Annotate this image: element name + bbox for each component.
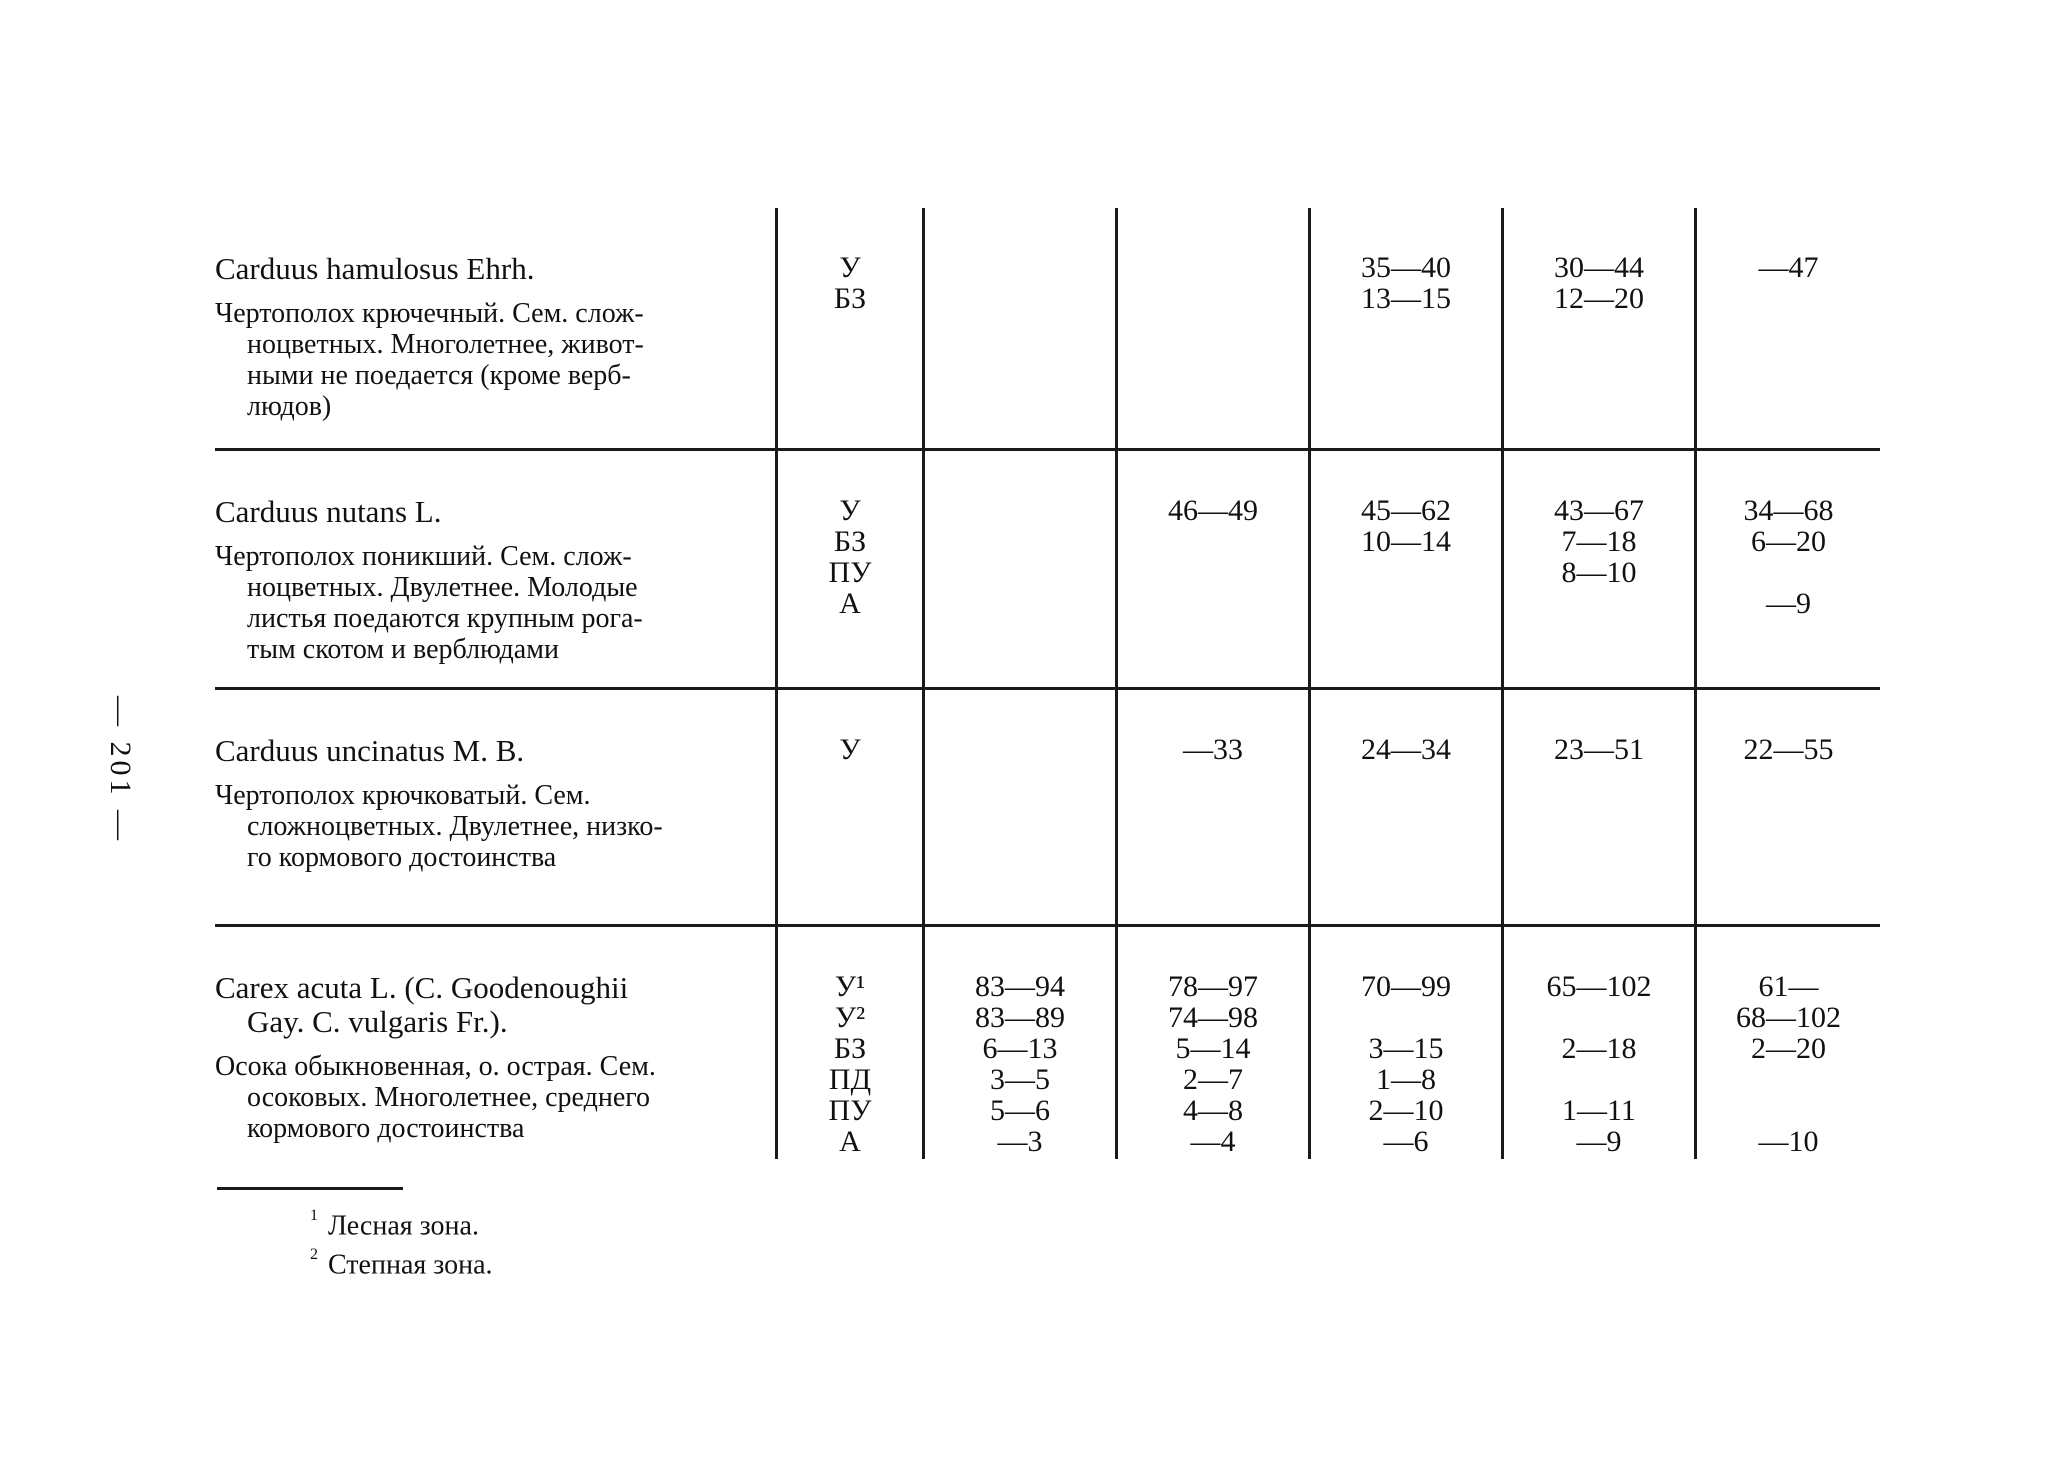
species-description bbox=[215, 927, 775, 1159]
species-description bbox=[215, 208, 775, 448]
latin-name: Carex acuta L. (C. Goodenoughii Gay. C. vulgaris Fr.). bbox=[215, 970, 629, 1039]
russian-description: Чертополох крючковатый. Сем. сложноцветных. Двулетнее, низко- го кормового достоинства bbox=[215, 780, 663, 873]
footnote-rule bbox=[217, 1187, 403, 1190]
value-cell: 78—97 74—98 5—14 2—7 4—8 —4 bbox=[1115, 927, 1308, 1159]
value-cell: 45—62 10—14 bbox=[1308, 451, 1501, 687]
value-cell: 43—67 7—18 8—10 bbox=[1501, 451, 1694, 687]
value-cell: 30—44 12—20 bbox=[1501, 208, 1694, 448]
value-cell bbox=[922, 451, 1115, 687]
zone-codes: У bbox=[775, 690, 922, 924]
zone-codes: У БЗ bbox=[775, 208, 922, 448]
value-cell: —47 bbox=[1694, 208, 1880, 448]
value-cell bbox=[922, 208, 1115, 448]
value-cell: 83—94 83—89 6—13 3—5 5—6 —3 bbox=[922, 927, 1115, 1159]
table-row bbox=[215, 208, 1880, 451]
russian-description: Чертополох крючечный. Сем. слож- ноцветных. Многолетнее, живот- ными не поедается (кроме верб- людов) bbox=[215, 298, 644, 422]
russian-description: Осока обыкновенная, о. острая. Сем. осоковых. Многолетнее, среднего кормового достоинства bbox=[215, 1051, 656, 1144]
latin-name: Carduus uncinatus M. B. bbox=[215, 733, 525, 768]
zone-codes: У БЗ ПУ А bbox=[775, 451, 922, 687]
page-number: — 201 — bbox=[104, 696, 137, 844]
zone-codes: У¹ У² БЗ ПД ПУ А bbox=[775, 927, 922, 1159]
value-cell bbox=[922, 690, 1115, 924]
table-row bbox=[215, 927, 1880, 1159]
latin-name: Carduus nutans L. bbox=[215, 494, 442, 529]
value-cell: 22—55 bbox=[1694, 690, 1880, 924]
footnote: $^2$ Степная зона. bbox=[310, 1246, 493, 1281]
footnotes bbox=[310, 1203, 493, 1282]
value-cell: 70—99 3—15 1—8 2—10 —6 bbox=[1308, 927, 1501, 1159]
plant-table bbox=[215, 208, 1880, 1159]
table-row bbox=[215, 451, 1880, 690]
value-cell: 23—51 bbox=[1501, 690, 1694, 924]
table-row bbox=[215, 690, 1880, 927]
value-cell: 34—68 6—20 —9 bbox=[1694, 451, 1880, 687]
value-cell bbox=[1115, 208, 1308, 448]
value-cell: 65—102 2—18 1—11 —9 bbox=[1501, 927, 1694, 1159]
value-cell: —33 bbox=[1115, 690, 1308, 924]
value-cell: 46—49 bbox=[1115, 451, 1308, 687]
footnote: $^1$ Лесная зона. bbox=[310, 1207, 479, 1242]
russian-description: Чертополох поникший. Сем. слож- ноцветных. Двулетнее. Молодые листья поедаются крупным рога- тым скотом и верблюдами bbox=[215, 541, 643, 665]
latin-name: Carduus hamulosus Ehrh. bbox=[215, 251, 535, 286]
value-cell: 61— 68—102 2—20 —10 bbox=[1694, 927, 1880, 1159]
value-cell: 35—40 13—15 bbox=[1308, 208, 1501, 448]
species-description bbox=[215, 690, 775, 924]
value-cell: 24—34 bbox=[1308, 690, 1501, 924]
species-description bbox=[215, 451, 775, 687]
